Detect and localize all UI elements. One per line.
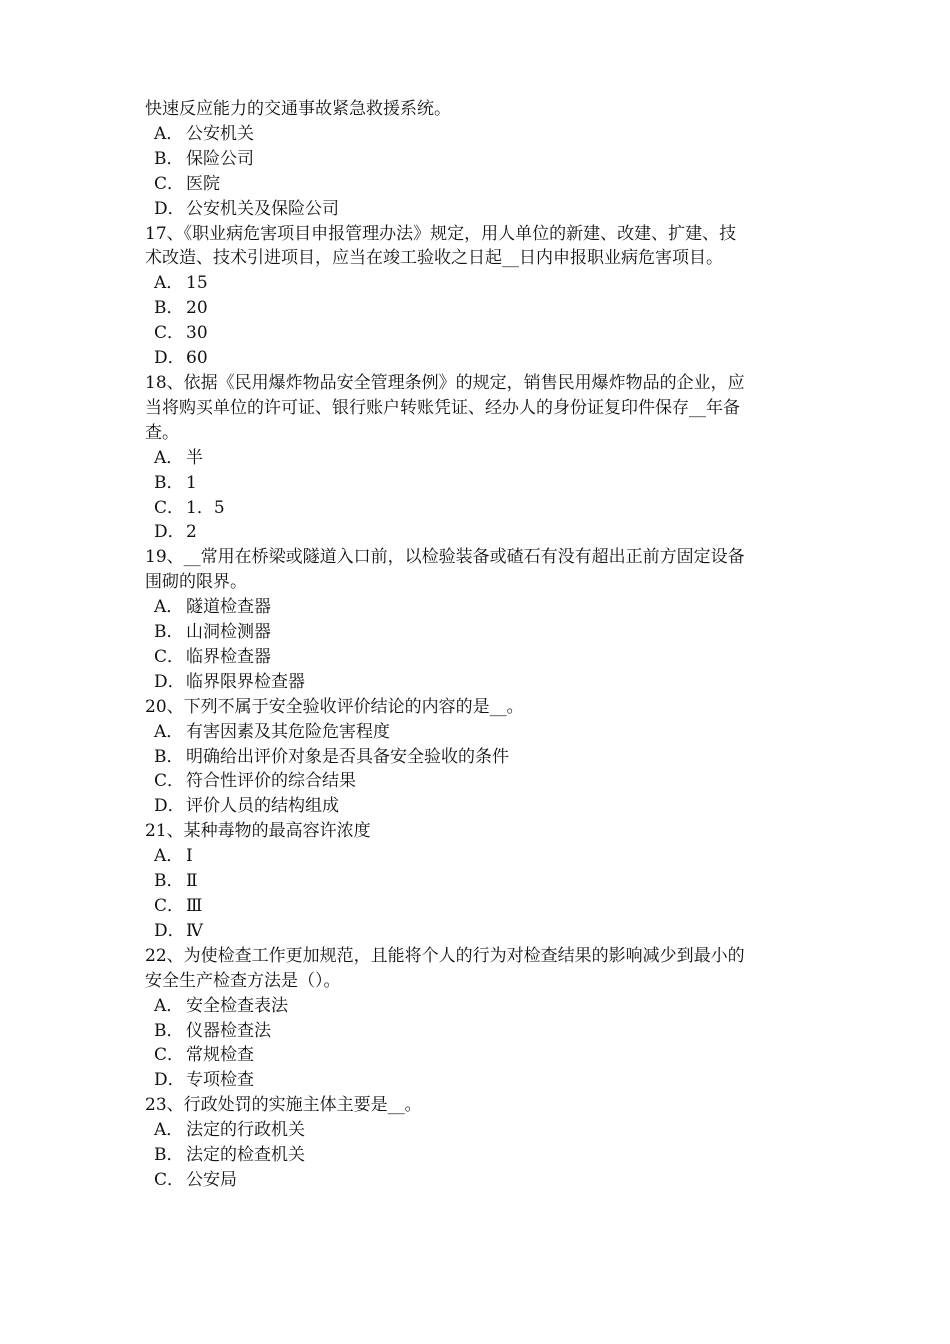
- option-letter: C．: [154, 646, 185, 667]
- answer-option: [154, 645, 815, 670]
- option-letter: B．: [154, 746, 184, 767]
- option-letter: D．: [154, 348, 185, 369]
- question-list: [145, 222, 815, 1193]
- option-text: 临界检查器: [186, 646, 271, 667]
- question-stem-line: 17、《职业病危害项目申报管理办法》规定，用人单位的新建、改建、扩建、技: [145, 223, 737, 244]
- answer-option: [154, 197, 815, 222]
- question-block: [145, 545, 815, 694]
- question-block: [145, 222, 815, 371]
- option-letter: C．: [154, 1045, 185, 1066]
- answer-option: [154, 620, 815, 645]
- option-letter: A．: [154, 1120, 184, 1141]
- option-text: 法定的检查机关: [186, 1145, 305, 1166]
- answer-option: [154, 520, 815, 545]
- option-text: 专项检查: [186, 1070, 254, 1091]
- option-text: 公安机关: [186, 123, 254, 144]
- answer-option: [154, 769, 815, 794]
- answer-option: [154, 720, 815, 745]
- answer-option: [154, 496, 815, 521]
- question-stem-line: 23、行政处罚的实施主体主要是__。: [145, 1095, 422, 1116]
- option-text: 隧道检查器: [186, 597, 271, 618]
- answer-option: [154, 271, 815, 296]
- option-text: 仪器检查法: [186, 1020, 271, 1041]
- option-letter: C．: [154, 173, 185, 194]
- option-text: 30: [186, 323, 208, 344]
- answer-option: [154, 745, 815, 770]
- question-stem-line: 18、依据《民用爆炸物品安全管理条例》的规定，销售民用爆炸物品的企业，应: [145, 372, 745, 393]
- option-letter: B．: [154, 148, 184, 169]
- option-letter: D．: [154, 522, 185, 543]
- option-letter: A．: [154, 273, 184, 294]
- option-letter: A．: [154, 721, 184, 742]
- answer-option: [154, 894, 815, 919]
- option-letter: A．: [154, 597, 184, 618]
- answer-option: [154, 1019, 815, 1044]
- option-text: Ⅳ: [186, 920, 203, 941]
- option-letter: C．: [154, 771, 185, 792]
- intro-line: 快速反应能力的交通事故紧急救援系统。: [145, 99, 451, 119]
- option-text: 医院: [186, 173, 220, 194]
- option-text: 60: [186, 348, 208, 369]
- answer-option: [154, 346, 815, 371]
- option-text: 有害因素及其危险危害程度: [186, 721, 390, 742]
- answer-option: [154, 994, 815, 1019]
- question-stem-line: 19、__常用在桥梁或隧道入口前，以检验装备或碴石有没有超出正前方固定设备: [145, 547, 745, 568]
- question-stem-line: 20、下列不属于安全验收评价结论的内容的是__。: [145, 696, 524, 717]
- question-stem-line: 22、为使检查工作更加规范，且能将个人的行为对检查结果的影响减少到最小的: [145, 945, 745, 966]
- question-block: [145, 944, 815, 1093]
- question-block: [145, 819, 815, 944]
- option-text: 公安局: [186, 1169, 237, 1190]
- option-letter: A．: [154, 995, 184, 1016]
- option-text: 15: [186, 273, 208, 294]
- option-text: 公安机关及保险公司: [186, 198, 339, 219]
- option-text: 临界限界检查器: [186, 671, 305, 692]
- option-text: 安全检查表法: [186, 995, 288, 1016]
- option-text: 2: [186, 522, 197, 543]
- option-letter: C．: [154, 323, 185, 344]
- option-text: Ⅰ: [186, 846, 193, 867]
- intro-options: [145, 122, 815, 222]
- option-letter: D．: [154, 920, 185, 941]
- option-letter: A．: [154, 846, 184, 867]
- answer-option: [154, 296, 815, 321]
- answer-option: [154, 670, 815, 695]
- option-text: 20: [186, 298, 208, 319]
- answer-option: [154, 1068, 815, 1093]
- answer-option: [154, 844, 815, 869]
- option-letter: A．: [154, 447, 184, 468]
- option-letter: D．: [154, 671, 185, 692]
- answer-option: [154, 471, 815, 496]
- option-letter: C．: [154, 1169, 185, 1190]
- option-letter: B．: [154, 622, 184, 643]
- option-text: Ⅲ: [186, 896, 203, 916]
- question-stem-line: 术改造、技术引进项目，应当在竣工验收之日起__日内申报职业病危害项目。: [145, 248, 723, 269]
- option-text: 山洞检测器: [186, 622, 271, 643]
- question-stem-line: 21、某种毒物的最高容许浓度: [145, 821, 371, 842]
- option-text: 1．5: [186, 497, 225, 518]
- option-text: 半: [186, 447, 203, 468]
- answer-option: [154, 1118, 815, 1143]
- option-letter: C．: [154, 896, 185, 916]
- question-stem-line: 当将购买单位的许可证、银行账户转账凭证、经办人的身份证复印件保存__年备: [145, 397, 740, 418]
- option-text: 常规检查: [186, 1045, 254, 1066]
- option-text: 法定的行政机关: [186, 1120, 305, 1141]
- answer-option: [154, 1143, 815, 1168]
- option-letter: B．: [154, 1145, 184, 1166]
- option-text: 保险公司: [186, 148, 254, 169]
- answer-option: [154, 147, 815, 172]
- answer-option: [154, 794, 815, 819]
- answer-option: [154, 172, 815, 197]
- answer-option: [154, 122, 815, 147]
- question-content: [145, 97, 815, 1193]
- answer-option: [154, 321, 815, 346]
- option-letter: B．: [154, 1020, 184, 1041]
- question-block: [145, 1093, 815, 1193]
- answer-option: [154, 869, 815, 894]
- answer-option: [154, 919, 815, 944]
- option-text: 评价人员的结构组成: [186, 796, 339, 817]
- option-letter: A．: [154, 123, 184, 144]
- option-letter: D．: [154, 198, 185, 219]
- option-text: 符合性评价的综合结果: [186, 771, 356, 792]
- answer-option: [154, 1043, 815, 1068]
- answer-option: [154, 595, 815, 620]
- option-letter: B．: [154, 472, 184, 493]
- option-letter: B．: [154, 871, 184, 892]
- question-stem-line: 围砌的限界。: [145, 572, 247, 593]
- option-letter: B．: [154, 298, 184, 319]
- question-stem-line: 安全生产检查方法是（）。: [145, 970, 341, 991]
- option-letter: D．: [154, 1070, 185, 1091]
- option-text: 1: [186, 472, 197, 493]
- answer-option: [154, 446, 815, 471]
- question-block: [145, 695, 815, 820]
- question-block: [145, 371, 815, 545]
- option-text: 明确给出评价对象是否具备安全验收的条件: [186, 746, 509, 767]
- answer-option: [154, 1168, 815, 1193]
- option-letter: D．: [154, 796, 185, 817]
- question-stem-line: 查。: [145, 422, 179, 443]
- option-text: Ⅱ: [186, 871, 198, 892]
- option-letter: C．: [154, 497, 185, 518]
